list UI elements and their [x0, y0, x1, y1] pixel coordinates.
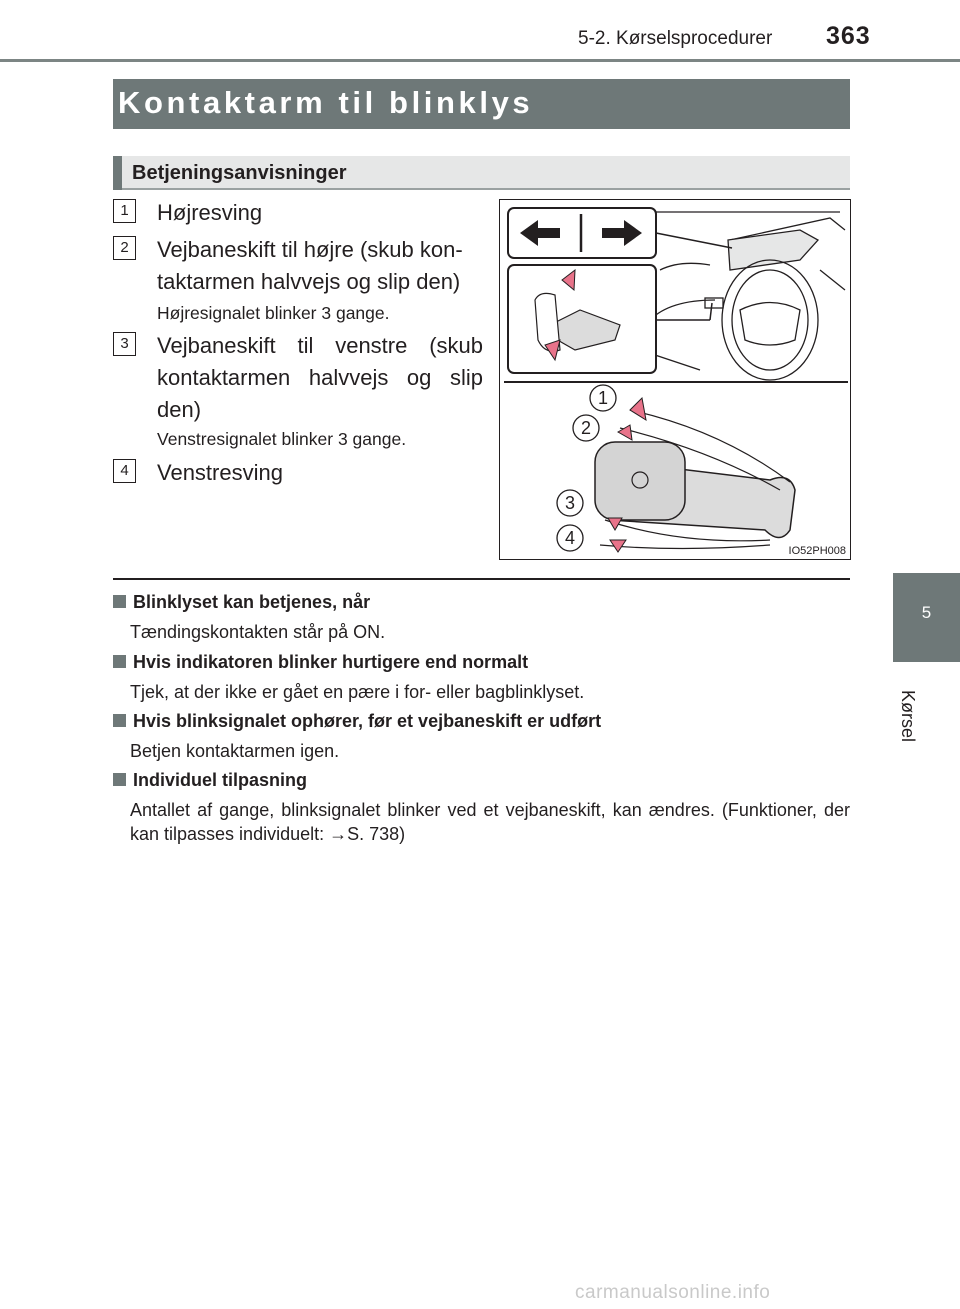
chapter-section-title: 5-2. Kørselsprocedurer — [578, 28, 773, 49]
info-block — [113, 650, 850, 704]
step-number: 2 — [113, 236, 136, 260]
page-title-bar — [113, 79, 850, 129]
info-heading: Blinklyset kan betjenes, når — [113, 590, 850, 614]
info-heading: Individuel tilpasning — [113, 768, 850, 792]
bullet-square-icon — [113, 595, 126, 608]
info-heading: Hvis blinksignalet ophører, før et vejbaneskift er udført — [113, 709, 850, 733]
bullet-square-icon — [113, 773, 126, 786]
info-block — [113, 590, 850, 644]
step-number: 4 — [113, 459, 136, 483]
step-number: 1 — [113, 199, 136, 223]
figure-code: IO52PH008 — [788, 545, 846, 557]
lever-inset-box — [508, 265, 712, 373]
info-block — [113, 768, 850, 846]
step-text: Vejbaneskift til højre (skub kon-taktarmen halvvejs og slip den) — [157, 237, 463, 294]
step-note: Højresignalet blinker 3 gange. — [157, 303, 390, 323]
arrow-callout-1-icon — [630, 398, 646, 420]
figure-callout: 1 — [597, 388, 609, 408]
lever-illustration — [500, 200, 852, 561]
chapter-tab-label: Kørsel — [898, 690, 918, 743]
subsection-accent — [113, 156, 122, 190]
page-title: Kontaktarm til blinklys — [118, 85, 534, 120]
bullet-square-icon — [113, 714, 126, 727]
turn-signal-lever-figure — [499, 199, 851, 560]
step-number: 3 — [113, 332, 136, 356]
watermark: carmanualsonline.info — [575, 1282, 771, 1303]
arrow-callout-3-icon — [608, 518, 622, 530]
chapter-tab-number: 5 — [921, 603, 932, 622]
info-heading: Hvis indikatoren blinker hurtigere end normalt — [113, 650, 850, 674]
header-divider — [0, 59, 960, 62]
step-text: Vejbaneskift til venstre (skub kontaktarmen halvvejs og slip den) — [157, 333, 483, 422]
info-block — [113, 709, 850, 763]
figure-callout: 3 — [564, 493, 576, 513]
step-text: Venstresving — [157, 460, 283, 485]
subsection-title: Betjeningsanvisninger — [132, 162, 347, 184]
bullet-square-icon — [113, 655, 126, 668]
info-body: Antallet af gange, blinksignalet blinker ved et vejbaneskift, kan ændres. (Funktioner, der kan tilpasses individuelt: →S. 738) — [130, 800, 850, 844]
info-body: Tændingskontakten står på ON. — [130, 622, 386, 642]
section-divider — [113, 578, 850, 580]
lever-large-drawing — [595, 398, 795, 552]
step-note: Venstresignalet blinker 3 gange. — [157, 429, 407, 449]
dashboard-drawing — [640, 212, 845, 380]
figure-callout: 4 — [564, 528, 576, 548]
figure-callout: 2 — [580, 418, 592, 438]
chapter-tab-label-wrap — [898, 690, 938, 780]
info-body: Tjek, at der ikke er gået en pære i for- eller bagblinklyset. — [130, 682, 585, 702]
chapter-tab — [893, 573, 960, 662]
indicator-arrows-box — [508, 208, 732, 258]
arrow-callout-2-icon — [618, 425, 632, 440]
info-body: Betjen kontaktarmen igen. — [130, 741, 340, 761]
subsection-bar — [113, 156, 850, 190]
step-text: Højresving — [157, 200, 263, 225]
page-number: 363 — [826, 22, 871, 50]
